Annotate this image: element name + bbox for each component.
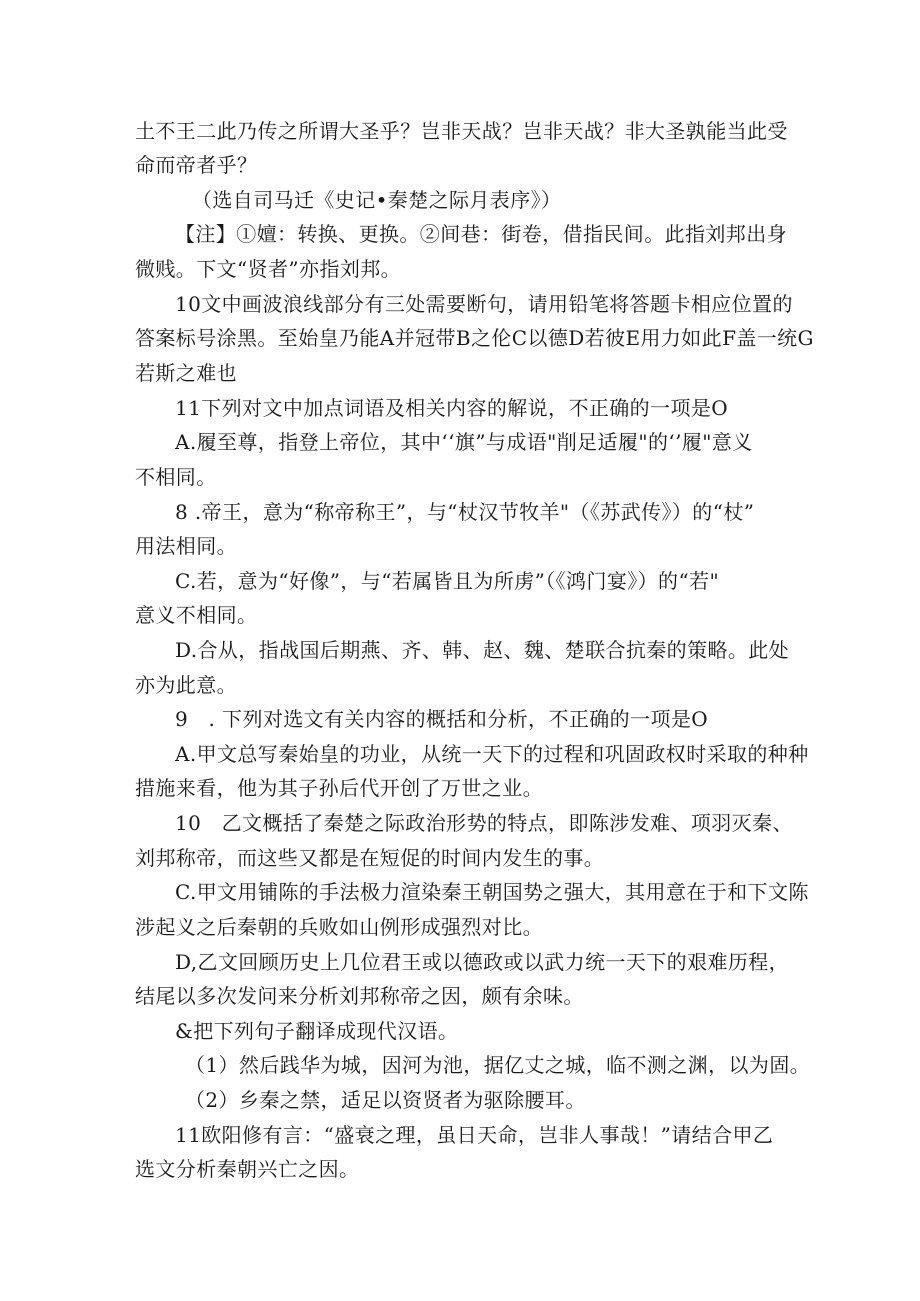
option-c-line-1: C.若，意为“好像”，与“若属皆且为所虏”（《鸿门宴》）的“若" — [175, 569, 720, 593]
q9-option-a-line-2: 措施来看，他为其子孙后代开创了万世之业。 — [135, 776, 543, 800]
translation-sentence-1: （1）然后践华为城，因河为池，据亿丈之城，临不测之渊，以为固。 — [185, 1053, 811, 1077]
question-10-line-2: 答案标号涂黑。至始皇乃能A并冠带B之伦C以德D若彼E用力如此F盖一统G — [135, 326, 814, 350]
q9-option-c-line-2: 涉起义之后秦朝的兵败如山例形成强烈对比。 — [135, 915, 543, 939]
translation-instruction: &把下列句子翻译成现代汉语。 — [175, 1019, 459, 1043]
option-c-line-2: 意义不相同。 — [135, 603, 258, 627]
option-b-line-1: 8 .帝王，意为“称帝称王”，与“杖汉节牧羊"（《苏武传》）的“杖” — [175, 500, 755, 524]
q9-option-c-line-1: C.甲文用铺陈的手法极力渲染秦王朝国势之强大，其用意在于和下文陈 — [175, 880, 809, 904]
text-line-2: 命而帝者乎？ — [135, 153, 258, 177]
annotation-line-2: 微贱。下文“贤者”亦指刘邦。 — [135, 257, 402, 281]
q9-option-b-line-2: 刘邦称帝，而这些又都是在短促的时间内发生的事。 — [135, 846, 605, 870]
q9-option-a-line-1: A.甲文总写秦始皇的功业，从统一天下的过程和巩固政权时采取的种种 — [175, 742, 809, 766]
final-question-line-1: 11欧阳修有言：“盛衰之理，虽日天命，岂非人事哉！”请结合甲乙 — [175, 1123, 774, 1147]
translation-sentence-2: （2）乡秦之禁，适足以资贤者为驱除腰耳。 — [185, 1088, 586, 1112]
question-9-stem: 9 . 下列对选文有关内容的概括和分析，不正确的一项是O — [175, 707, 709, 731]
option-b-line-2: 用法相同。 — [135, 534, 237, 558]
source-citation: （选自司马迁《史记•秦楚之际月表序》） — [192, 188, 562, 212]
annotation-line-1: 【注】①嬗：转换、更换。②间巷：街卷，借指民间。此指刘邦出身 — [175, 222, 787, 246]
option-d-line-2: 亦为此意。 — [135, 673, 237, 697]
question-11-stem: 11下列对文中加点词语及相关内容的解说，不正确的一项是O — [175, 396, 729, 420]
option-d-line-1: D.合从，指战国后期燕、齐、韩、赵、魏、楚联合抗秦的策略。此处 — [175, 638, 790, 662]
q9-option-d-line-2: 结尾以多次发问来分析刘邦称帝之因，颇有余味。 — [135, 984, 584, 1008]
question-10-line-3: 若斯之难也 — [135, 361, 237, 385]
option-a-line-1: A.履至尊，指登上帝位，其中‘‘旗”与成语"削足适履"的‘’履"意义 — [175, 430, 753, 454]
final-question-line-2: 选文分析秦朝兴亡之因。 — [135, 1157, 360, 1181]
q9-option-b-line-1: 10 乙文概括了秦楚之际政治形势的特点，即陈涉发难、项羽灭秦、 — [175, 811, 793, 835]
option-a-line-2: 不相同。 — [135, 465, 217, 489]
question-10-line-1: 10文中画波浪线部分有三处需要断句，请用铅笔将答题卡相应位置的 — [175, 292, 793, 316]
q9-option-d-line-1: D,乙文回顾历史上几位君王或以德政或以武力统一天下的艰难历程， — [175, 950, 790, 974]
text-line-1: 土不王二此乃传之所谓大圣乎？岂非天战？岂非天战？非大圣孰能当此受 — [135, 119, 788, 143]
